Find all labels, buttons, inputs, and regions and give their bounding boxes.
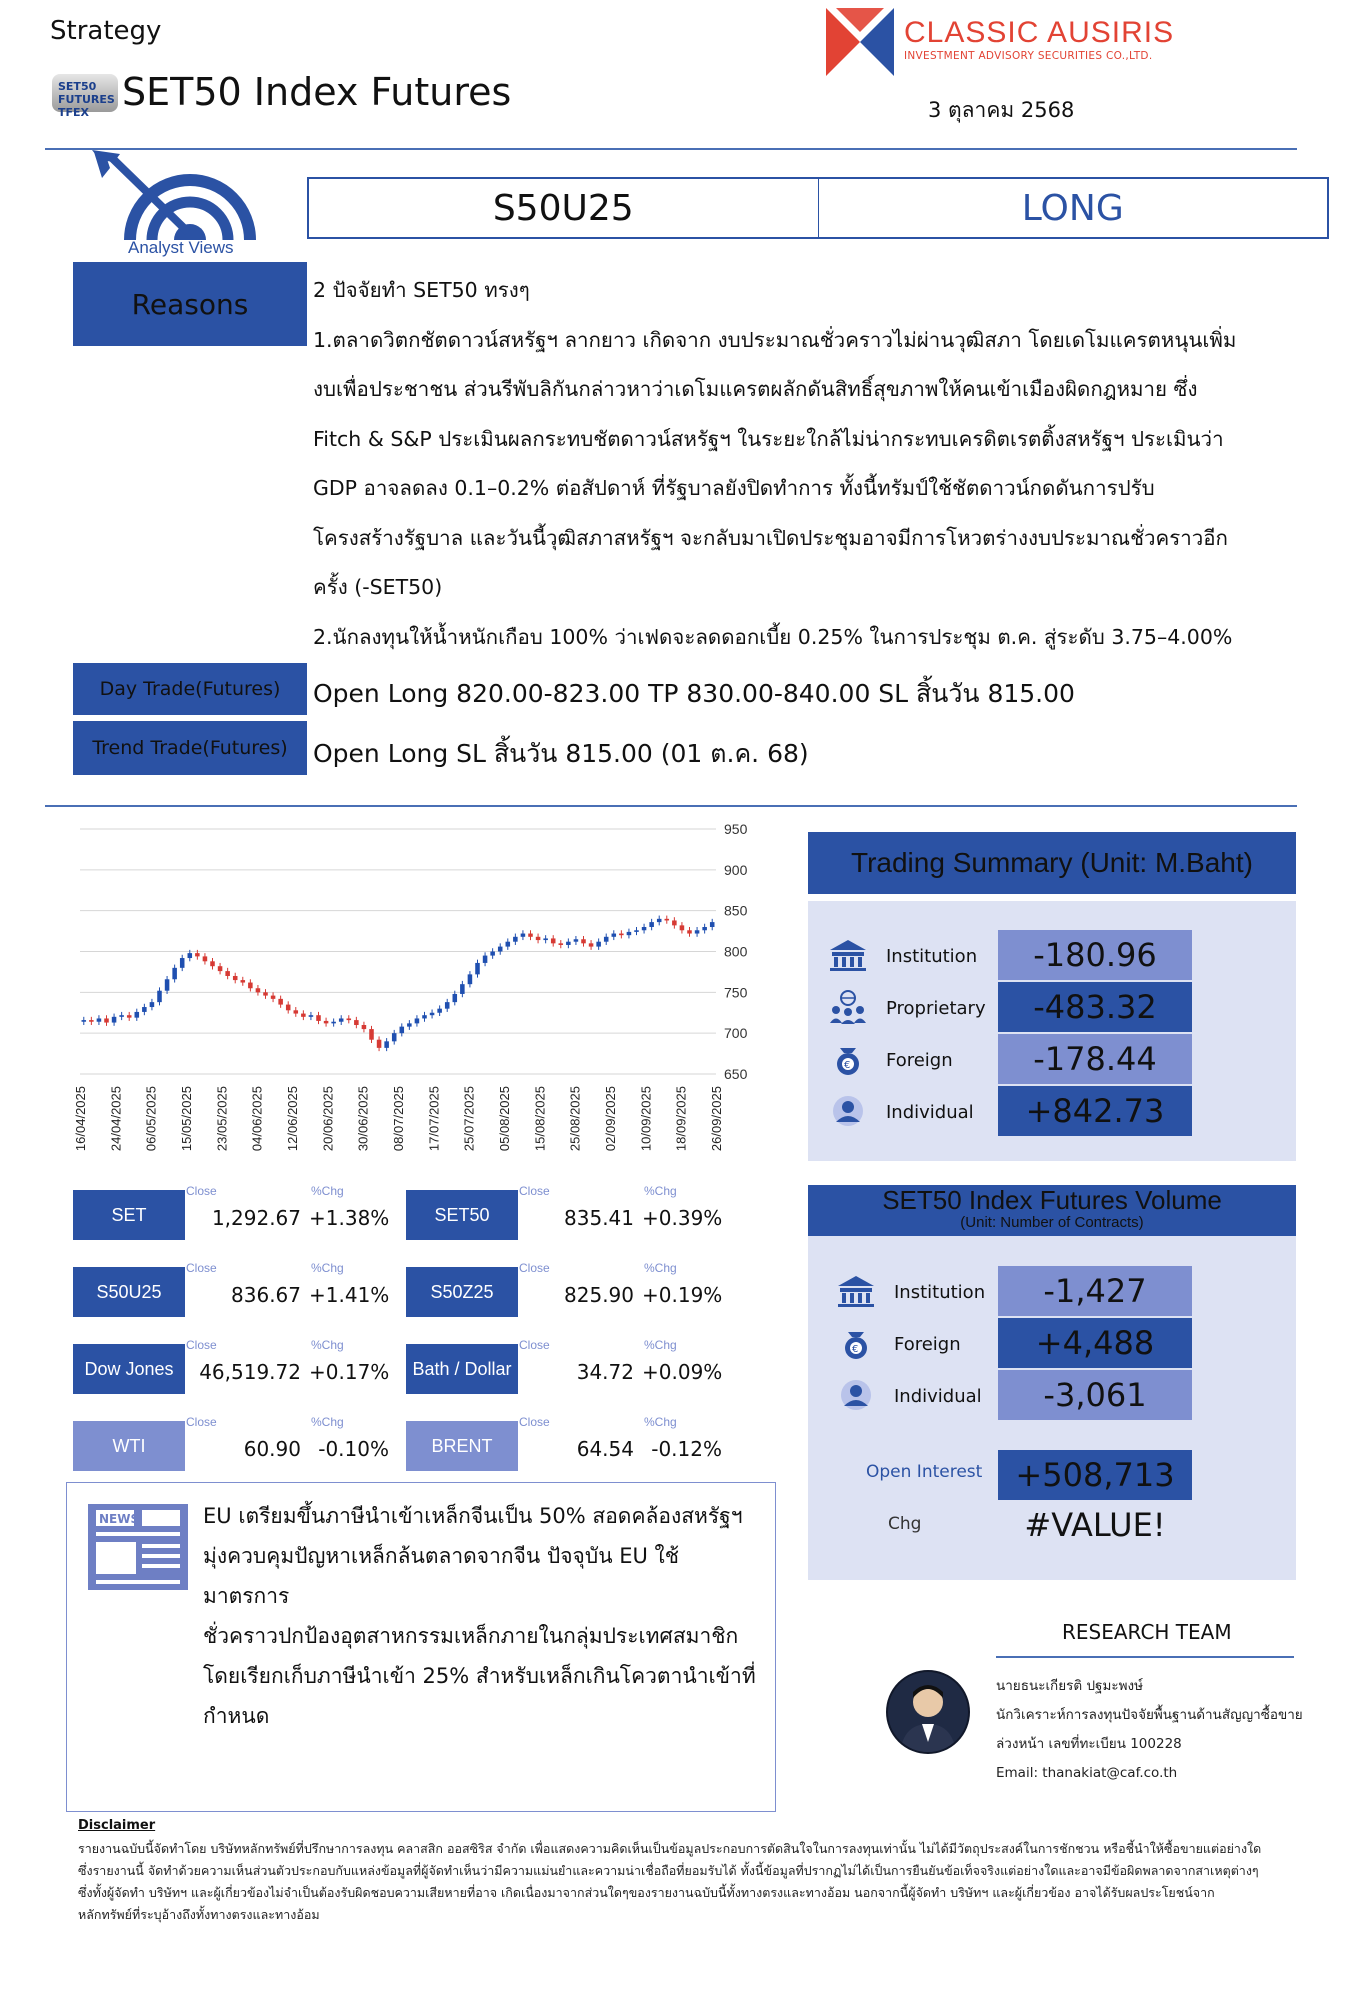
news-text <box>203 1496 763 1736</box>
candle-body <box>445 1002 450 1009</box>
disclaimer-title: Disclaimer <box>78 1818 156 1833</box>
candle-body <box>150 1002 155 1007</box>
signal-direction: LONG <box>1021 187 1124 229</box>
candle-body <box>574 939 579 941</box>
close-caption: Close <box>519 1261 550 1275</box>
signal-box <box>307 177 1329 239</box>
row-label: Foreign <box>886 1050 953 1071</box>
reason-line: Fitch & S&P ประเมินผลกระทบชัตดาวน์สหรัฐฯ ในระยะใกล้ไม่น่ากระทบเครดิตเรตติ้งสหรัฐฯ ประเมินว่า <box>313 426 1224 451</box>
trend-trade-text: Open Long SL สิ้นวัน 815.00 (01 ต.ค. 68) <box>313 739 809 768</box>
pct-change-value: +0.17% <box>309 1360 390 1384</box>
candle-body <box>362 1025 367 1029</box>
candle-body <box>256 988 261 992</box>
y-tick-label: 800 <box>724 943 748 960</box>
candle-body <box>559 943 564 945</box>
person-icon <box>828 1094 868 1128</box>
news-line: ชั่วคราวปกป้องอุตสาหกรรมเหล็กภายในกลุ่มประเทศสมาชิก <box>203 1624 739 1648</box>
candle-body <box>627 932 632 935</box>
candle-body <box>528 934 533 937</box>
research-team-title: RESEARCH TEAM <box>1062 1620 1232 1644</box>
y-tick-label: 950 <box>724 821 748 837</box>
candle-body <box>437 1009 442 1013</box>
candle-body <box>286 1005 291 1011</box>
svg-text:€: € <box>844 1060 851 1071</box>
y-tick-label: 850 <box>724 902 748 919</box>
row-label: Institution <box>894 1282 986 1303</box>
volume-unit: (Unit: Number of Contracts) <box>960 1214 1144 1231</box>
x-tick-label: 10/09/2025 <box>638 1086 654 1152</box>
candle-body <box>347 1018 352 1020</box>
disclaimer-text <box>78 1838 1308 1926</box>
candle-body <box>407 1023 412 1026</box>
section-label: Strategy <box>50 16 162 46</box>
close-value: 60.90 <box>243 1437 301 1461</box>
divider <box>996 1656 1294 1658</box>
candle-body <box>596 942 601 947</box>
row-value: -180.96 <box>998 930 1192 980</box>
chg-caption: %Chg <box>644 1184 677 1198</box>
open-interest-value: +508,713 <box>998 1450 1192 1500</box>
news-line: EU เตรียมขึ้นภาษีนำเข้าเหล็กจีนเป็น 50% สอดคล้องสหรัฐฯ <box>203 1504 743 1528</box>
money-bag-icon <box>828 1042 868 1076</box>
candle-body <box>316 1015 321 1021</box>
candle-body <box>687 930 692 933</box>
candle-body <box>430 1013 435 1015</box>
chg-caption: %Chg <box>644 1261 677 1275</box>
logo-text: SET50 FUTURES TFEX <box>58 80 115 119</box>
chg-caption: %Chg <box>311 1415 344 1429</box>
svg-text:€: € <box>852 1344 859 1355</box>
money-bag-icon <box>836 1326 876 1360</box>
researcher-line: ล่วงหน้า เลขที่ทะเบียน 100228 <box>996 1736 1182 1752</box>
row-label: Proprietary <box>886 998 986 1019</box>
news-line: โดยเรียกเก็บภาษีนำเข้า 25% สำหรับเหล็กเกินโควตานำเข้าที่ <box>203 1664 756 1688</box>
row-value: -178.44 <box>998 1034 1192 1084</box>
candle-body <box>490 952 495 956</box>
x-tick-label: 25/07/2025 <box>461 1086 477 1152</box>
reason-line: 2 ปัจจัยทำ SET50 ทรงๆ <box>313 278 530 302</box>
candle-body <box>649 922 654 927</box>
candle-body <box>672 920 677 925</box>
candle-body <box>172 968 177 979</box>
close-value: 46,519.72 <box>199 1360 301 1384</box>
analyst-views-label: Analyst Views <box>128 238 234 257</box>
candle-body <box>263 992 268 995</box>
candle-body <box>119 1015 124 1017</box>
researcher-info <box>996 1672 1303 1788</box>
candle-body <box>354 1020 359 1025</box>
market-label: SET <box>73 1190 185 1240</box>
candle-body <box>498 947 503 952</box>
chg-caption: %Chg <box>644 1415 677 1429</box>
candle-body <box>384 1041 389 1048</box>
candle-body <box>543 938 548 940</box>
candle-body <box>551 938 556 943</box>
building-icon <box>828 938 868 972</box>
close-caption: Close <box>186 1184 217 1198</box>
disclaimer-line: ซึ่งรายงานนี้ จัดทำด้วยความเห็นส่วนตัวประกอบกับแหล่งข้อมูลที่ผู้จัดทำเห็นว่ามีความแม่นยำและความน่าเชื่อถือที่ยอมรับได้ ทั้งนี้ข้อมูลที่ปรากฏไม่ได้เป็นการยืนยันข้อเท็จจริงแต่อย่างใดและอาจมีข้อผิดพลาดจากสาเหตุต่างๆ <box>78 1863 1259 1878</box>
candle-body <box>233 976 238 980</box>
candle-body <box>112 1017 117 1023</box>
close-value: 825.90 <box>564 1283 634 1307</box>
market-label: WTI <box>73 1421 185 1471</box>
avatar <box>886 1670 970 1754</box>
row-value: -1,427 <box>998 1266 1192 1316</box>
candle-body <box>513 937 518 942</box>
market-label: S50Z25 <box>406 1267 518 1317</box>
candle-body <box>271 996 276 999</box>
row-label: Individual <box>886 1102 974 1123</box>
news-line: มุ่งควบคุมปัญหาเหล็กล้นตลาดจากจีน ปัจจุบัน EU ใช้มาตรการ <box>203 1544 680 1608</box>
close-value: 1,292.67 <box>211 1206 301 1230</box>
x-tick-label: 26/09/2025 <box>709 1086 724 1152</box>
candle-body <box>468 974 473 984</box>
price-chart <box>66 815 786 1195</box>
news-icon-text: NEWS <box>99 1512 140 1526</box>
newspaper-icon <box>82 1500 194 1594</box>
pct-change-value: +0.39% <box>642 1206 723 1230</box>
candle-body <box>278 999 283 1005</box>
candle-body <box>460 984 465 994</box>
row-label: Foreign <box>894 1334 961 1355</box>
x-tick-label: 05/08/2025 <box>497 1086 512 1152</box>
close-value: 34.72 <box>576 1360 634 1384</box>
candle-body <box>400 1027 405 1034</box>
candle-body <box>180 958 185 968</box>
row-value: +842.73 <box>998 1086 1192 1136</box>
candle-body <box>104 1018 109 1022</box>
candle-body <box>665 919 670 921</box>
candle-body <box>392 1033 397 1041</box>
reason-line: 1.ตลาดวิตกชัตดาวน์สหรัฐฯ ลากยาว เกิดจาก งบประมาณชั่วคราวไม่ผ่านวุฒิสภา โดยเดโมแครตหนุนเพิ่ม <box>313 327 1237 352</box>
y-tick-label: 900 <box>724 861 748 878</box>
market-label: SET50 <box>406 1190 518 1240</box>
candle-body <box>506 942 511 947</box>
x-tick-label: 30/06/2025 <box>355 1086 371 1152</box>
chg-caption: %Chg <box>644 1338 677 1352</box>
pct-change-value: +0.09% <box>642 1360 723 1384</box>
candle-body <box>695 930 700 933</box>
x-tick-label: 18/09/2025 <box>673 1086 689 1152</box>
candle-body <box>581 939 586 943</box>
researcher-email[interactable]: Email: thanakiat@caf.co.th <box>996 1765 1178 1781</box>
candle-body <box>195 953 200 956</box>
disclaimer-line: ซึ่งทั้งผู้จัดทำ บริษัทฯ และผู้เกี่ยวข้องไม่จำเป็นต้องรับผิดชอบความเสียหายที่อาจ เกิดเนื่องมาจากส่วนใดๆของรายงานฉบับนี้ทั้งทางตรงและทางอ้อม นอกจากนี้ผู้จัดทำ บริษัทฯ และผู้เกี่ยวข้อง อาจได้รับผลประโยชน์จาก <box>78 1885 1215 1900</box>
x-tick-label: 25/08/2025 <box>567 1086 583 1152</box>
close-caption: Close <box>519 1184 550 1198</box>
x-tick-label: 04/06/2025 <box>249 1086 265 1152</box>
row-value: -3,061 <box>998 1370 1192 1420</box>
person-icon <box>836 1378 876 1412</box>
x-tick-label: 15/05/2025 <box>179 1086 194 1152</box>
reason-line: 2.นักลงทุนให้น้ำหนักเกือบ 100% ว่าเฟดจะลดดอกเบี้ย 0.25% ในการประชุม ต.ค. สู่ระดับ 3.75–4.00% <box>313 624 1233 649</box>
day-trade-label: Day Trade(Futures) <box>73 663 307 715</box>
close-caption: Close <box>519 1338 550 1352</box>
candle-body <box>521 934 526 937</box>
researcher-line: นักวิเคราะห์การลงทุนปัจจัยพื้นฐานด้านสัญญาซื้อขาย <box>996 1707 1303 1723</box>
x-tick-label: 24/04/2025 <box>108 1086 124 1152</box>
x-tick-label: 06/05/2025 <box>143 1086 159 1152</box>
x-tick-label: 23/05/2025 <box>214 1086 230 1152</box>
disclaimer-line: รายงานฉบับนี้จัดทำโดย บริษัทหลักทรัพย์ที่ปรึกษาการลงทุน คลาสสิก ออสซิริส จำกัด เพื่อแสดงความคิดเห็นเป็นข้อมูลประกอบการตัดสินใจในการลงทุนเท่านั้น ไม่ได้มีวัตถุประสงค์ในการชักชวน หรือชี้นำให้ซื้อขายแต่อย่างใด <box>78 1841 1262 1856</box>
chg-caption: %Chg <box>311 1338 344 1352</box>
set50-futures-logo <box>52 74 118 119</box>
brand-logo-icon <box>826 8 894 76</box>
close-caption: Close <box>519 1415 550 1429</box>
market-label: BRENT <box>406 1421 518 1471</box>
candle-body <box>377 1040 382 1048</box>
researcher-line: นายธนะเกียรติ ปฐมะพงษ์ <box>996 1678 1144 1694</box>
x-tick-label: 02/09/2025 <box>603 1086 618 1152</box>
reason-line: GDP อาจลดลง 0.1–0.2% ต่อสัปดาห์ ที่รัฐบาลยังปิดทำการ ทั้งนี้ทรัมป์ใช้ชัตดาวน์กดดันการปรับ <box>313 476 1155 500</box>
candle-body <box>248 983 253 989</box>
candle-body <box>369 1029 374 1040</box>
candle-body <box>566 942 571 945</box>
row-value: -483.32 <box>998 982 1192 1032</box>
reason-line: งบเพื่อประชาชน ส่วนรีพับลิกันกล่าวหาว่าเดโมแครตผลักดันสิทธิ์สุขภาพให้คนเข้าเมืองผิดกฎหมาย ซึ่ง <box>313 377 1198 401</box>
pct-change-value: +0.19% <box>642 1283 723 1307</box>
close-value: 64.54 <box>576 1437 634 1461</box>
x-tick-label: 08/07/2025 <box>391 1086 406 1152</box>
candle-body <box>127 1015 132 1017</box>
chg-caption: %Chg <box>311 1184 344 1198</box>
candle-body <box>294 1010 299 1013</box>
candle-body <box>453 994 458 1002</box>
candle-body <box>203 956 208 961</box>
close-caption: Close <box>186 1261 217 1275</box>
brand-subtitle: INVESTMENT ADVISORY SECURITIES CO.,LTD. <box>904 50 1153 62</box>
candle-body <box>710 922 715 927</box>
day-trade-text: Open Long 820.00-823.00 TP 830.00-840.00 SL สิ้นวัน 815.00 <box>313 679 1075 708</box>
candle-body <box>657 919 662 922</box>
candle-body <box>89 1020 94 1022</box>
candle-body <box>225 971 230 976</box>
volume-title: SET50 Index Futures Volume <box>882 1185 1222 1215</box>
x-tick-label: 12/06/2025 <box>285 1086 300 1152</box>
candle-body <box>702 927 707 930</box>
building-icon <box>836 1274 876 1308</box>
candle-body <box>165 979 170 990</box>
candle-body <box>680 925 685 930</box>
candle-body <box>619 934 624 936</box>
candle-body <box>642 927 647 930</box>
row-value: +4,488 <box>998 1318 1192 1368</box>
close-caption: Close <box>186 1415 217 1429</box>
candle-body <box>142 1007 147 1012</box>
trend-trade-label: Trend Trade(Futures) <box>73 721 307 775</box>
open-interest-label: Open Interest <box>866 1462 983 1482</box>
candle-body <box>241 980 246 982</box>
market-label: Bath / Dollar <box>406 1344 518 1394</box>
people-globe-icon <box>828 990 868 1024</box>
close-value: 835.41 <box>564 1206 634 1230</box>
brand-name: CLASSIC AUSIRIS <box>904 16 1175 49</box>
pct-change-value: -0.10% <box>318 1437 389 1461</box>
reason-line: โครงสร้างรัฐบาล และวันนี้วุฒิสภาสหรัฐฯ จะกลับมาเปิดประชุมอาจมีการโหวตร่างงบประมาณชั่วคราวอีก <box>313 525 1228 550</box>
candle-body <box>210 961 215 966</box>
chg-label: Chg <box>888 1514 922 1534</box>
reasons-label: Reasons <box>73 262 307 346</box>
market-label: S50U25 <box>73 1267 185 1317</box>
pct-change-value: +1.41% <box>309 1283 390 1307</box>
y-tick-label: 750 <box>724 984 748 1001</box>
candle-body <box>475 963 480 974</box>
disclaimer-line: หลักทรัพย์ที่ระบุอ้างถึงทั้งทางตรงและทางอ้อม <box>78 1907 320 1922</box>
signal-symbol: S50U25 <box>309 179 819 237</box>
y-tick-label: 650 <box>724 1066 748 1082</box>
candle-body <box>422 1015 427 1018</box>
candle-body <box>536 937 541 940</box>
candle-body <box>324 1021 329 1023</box>
x-tick-label: 16/04/2025 <box>73 1086 88 1152</box>
candle-body <box>589 943 594 946</box>
page-title: SET50 Index Futures <box>122 70 512 114</box>
divider <box>45 805 1297 807</box>
candle-body <box>483 956 488 963</box>
reasons-text <box>313 266 1323 662</box>
candle-body <box>82 1020 87 1022</box>
candle-body <box>218 966 223 971</box>
candle-body <box>309 1015 314 1017</box>
close-value: 836.67 <box>231 1283 301 1307</box>
x-tick-label: 17/07/2025 <box>426 1086 442 1152</box>
candle-body <box>157 991 162 1002</box>
candle-body <box>135 1012 140 1018</box>
report-date: 3 ตุลาคม 2568 <box>928 98 1075 122</box>
news-line: กำหนด <box>203 1704 270 1728</box>
pct-change-value: +1.38% <box>309 1206 390 1230</box>
close-caption: Close <box>186 1338 217 1352</box>
row-label: Individual <box>894 1386 982 1407</box>
chg-caption: %Chg <box>311 1261 344 1275</box>
candle-body <box>604 937 609 942</box>
candle-body <box>301 1014 306 1017</box>
x-tick-label: 15/08/2025 <box>532 1086 548 1152</box>
candle-body <box>188 953 193 958</box>
candle-body <box>634 930 639 932</box>
candle-body <box>331 1022 336 1024</box>
trading-summary-title: Trading Summary (Unit: M.Baht) <box>808 832 1296 894</box>
row-label: Institution <box>886 946 978 967</box>
y-tick-label: 700 <box>724 1025 748 1042</box>
candle-body <box>415 1018 420 1023</box>
market-label: Dow Jones <box>73 1344 185 1394</box>
x-tick-label: 20/06/2025 <box>320 1086 336 1152</box>
pct-change-value: -0.12% <box>651 1437 722 1461</box>
chg-value: #VALUE! <box>1024 1506 1166 1544</box>
candle-body <box>339 1018 344 1021</box>
reason-line: ครั้ง (-SET50) <box>313 575 443 599</box>
candle-body <box>97 1018 102 1021</box>
candle-body <box>612 934 617 937</box>
